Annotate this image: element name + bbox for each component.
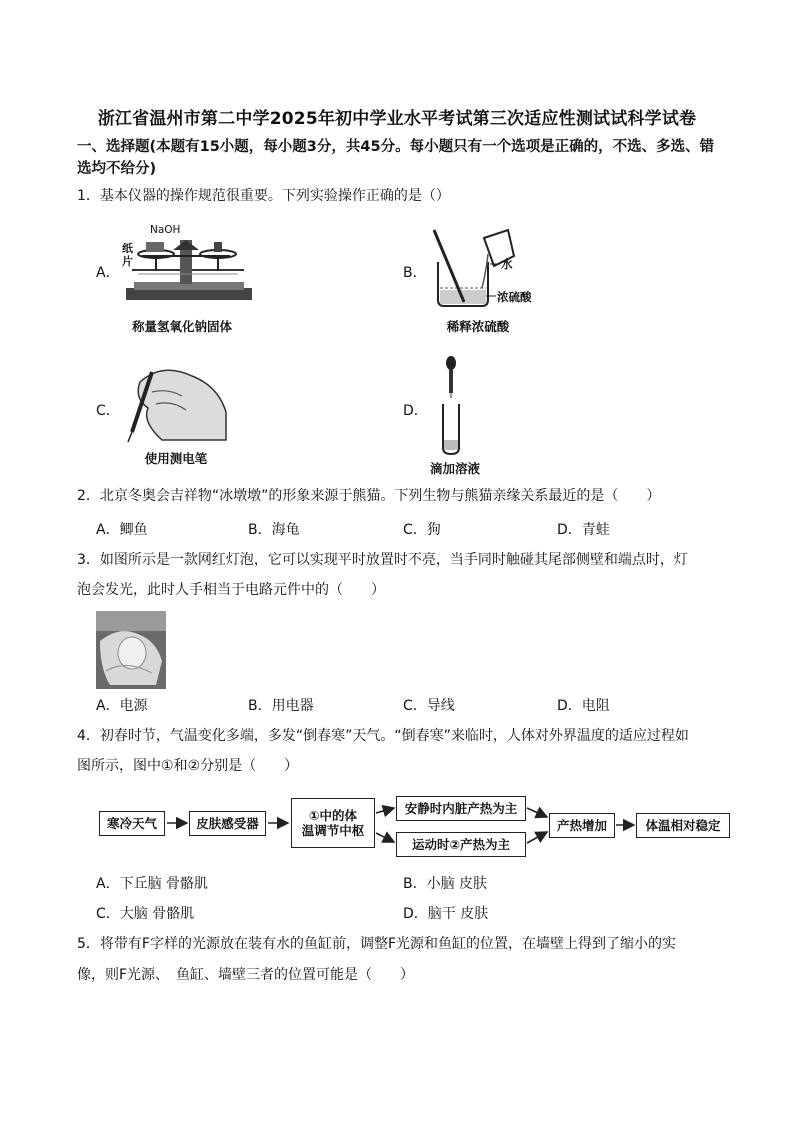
q2-option-a: A．鲫鱼: [96, 522, 148, 538]
question-3-stem-line2: 泡会发光，此时人手相当于电路元件中的（ ）: [77, 582, 385, 598]
flow-box-center: [291, 798, 375, 848]
question-4-stem-line1: 4．初春时节，气温变化多端，多发“倒春寒”天气。“倒春寒”来临时，人体对外界温度的适应过程如: [77, 728, 689, 744]
question-4-stem-line2: 图所示，图中①和②分别是（ ）: [77, 758, 299, 774]
q4-option-c: C．大脑 骨骼肌: [96, 906, 195, 922]
q3-option-b: B．用电器: [248, 698, 314, 714]
q4-option-a: A．下丘脑 骨骼肌: [96, 876, 209, 892]
q1-option-c-caption: 使用测电笔: [144, 451, 208, 466]
flow-center-line1: ①中的体: [308, 808, 358, 823]
q1-option-d-caption: 滴加溶液: [429, 461, 480, 476]
naoh-label: NaOH: [150, 224, 181, 236]
flow-box-rest-organs: 安静时内脏产热为主: [396, 796, 526, 821]
q1-option-c-letter: C．: [96, 403, 120, 419]
q1-option-b-caption: 稀释浓硫酸: [446, 319, 510, 334]
q3-option-c: C．导线: [403, 698, 455, 714]
page-title: 浙江省温州市第二中学2025年初中学业水平考试第三次适应性测试试科学试卷: [97, 109, 697, 129]
water-label: 水: [501, 257, 513, 271]
question-5-stem-line1: 5．将带有F字样的光源放在装有水的鱼缸前，调整F光源和鱼缸的位置，在墙壁上得到了缩小的实: [77, 936, 677, 952]
q1-option-b-letter: B．: [403, 265, 427, 281]
flow-box-exercise: 运动时②产热为主: [396, 832, 526, 857]
q4-option-b: B．小脑 皮肤: [403, 876, 488, 892]
q1-option-a-letter: A．: [96, 265, 120, 281]
flow-center-line2: 温调节中枢: [301, 823, 365, 838]
flow-box-heat-increase: 产热增加: [549, 813, 615, 838]
flow-box-skin-receptor: 皮肤感受器: [189, 811, 266, 836]
paper-label: 纸 片: [122, 242, 133, 268]
q2-option-b: B．海龟: [248, 522, 300, 538]
q2-option-c: C．狗: [403, 522, 441, 538]
q1-option-d-letter: D．: [403, 403, 428, 419]
question-3-stem-line1: 3．如图所示是一款网红灯泡，它可以实现平时放置时不亮，当手同时触碰其尾部侧壁和端点时，灯: [77, 552, 688, 568]
q3-option-d: D．电阻: [557, 698, 610, 714]
q2-option-d: D．青蛙: [557, 522, 610, 538]
question-2-stem: 2．北京冬奥会吉祥物“冰墩墩”的形象来源于熊猫。下列生物与熊猫亲缘关系最近的是（ ）: [77, 488, 661, 504]
acid-label: 浓硫酸: [497, 290, 532, 304]
q3-option-a: A．电源: [96, 698, 148, 714]
question-5-stem-line2: 像，则F光源、 鱼缸、墙壁三者的位置可能是（ ）: [77, 967, 415, 983]
question-1-stem: 1．基本仪器的操作规范很重要。下列实验操作正确的是（）: [77, 188, 450, 204]
section-heading: 一、选择题(本题有15小题，每小题3分，共45分。每小题只有一个选项是正确的，不选、多选、错选均不给分): [77, 139, 715, 177]
q1-option-a-caption: 称量氢氧化钠固体: [131, 319, 232, 334]
flow-box-cold-weather: 寒冷天气: [99, 811, 165, 836]
flow-box-temp-stable: 体温相对稳定: [636, 813, 730, 838]
q4-option-d: D．脑干 皮肤: [403, 906, 489, 922]
